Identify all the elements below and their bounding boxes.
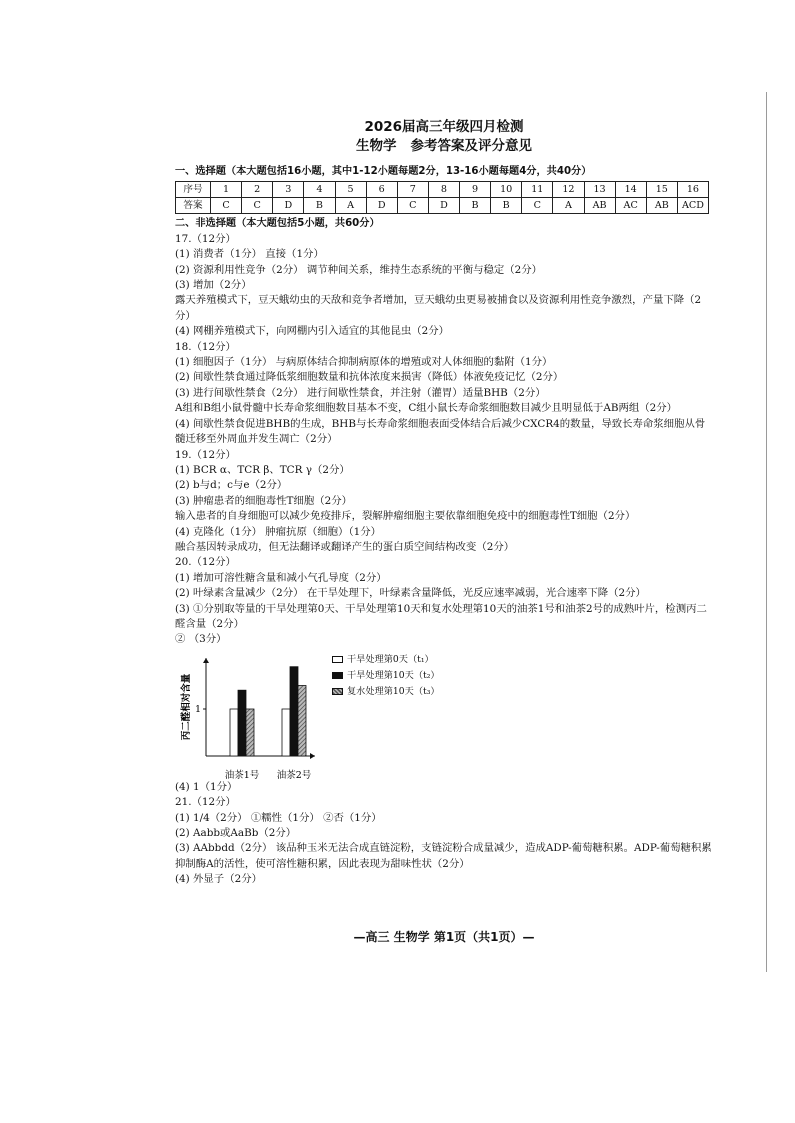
bar-1-油茶1号 — [230, 709, 238, 756]
answer-line: (4) 克隆化（1分） 肿瘤抗原（细胞）（1分） — [175, 525, 381, 538]
answer-cell: A — [335, 198, 366, 214]
answer-row — [176, 198, 709, 214]
question-number-cell: 15 — [646, 182, 677, 198]
question-number-cell: 1 — [211, 182, 242, 198]
section1-heading: 一、选择题（本大题包括16小题，其中1-12小题每题2分，13-16小题每题4分，共40分） — [175, 166, 592, 177]
answer-line: A组和B组小鼠骨髓中长寿命浆细胞数目基本不变，C组小鼠长寿命浆细胞数目减少且明显低于AB两组（2分） — [175, 402, 678, 415]
subtitle-label: 参考答案及评分意见 — [410, 138, 532, 154]
answer-line: (3) AAbbdd（2分） 该品种玉米无法合成直链淀粉，支链淀粉合成量减少，造成ADP-葡萄糖积累。ADP-葡萄糖积累抑制酶A的活性，使可溶性糖积累，因此表现为甜味性状（2分） — [175, 842, 712, 870]
answer-line: 17.（12分） — [175, 232, 236, 245]
answer-line: 18.（12分） — [175, 340, 236, 353]
question-number-cell: 3 — [273, 182, 304, 198]
question-number-cell: 11 — [522, 182, 553, 198]
answer-line: (1) 增加可溶性糖含量和减小气孔导度（2分） — [175, 571, 387, 584]
answer-line: 20.（12分） — [175, 556, 236, 569]
answer-line: (4) 网棚养殖模式下，向网棚内引入适宜的其他昆虫（2分） — [175, 325, 450, 338]
question-number-cell: 2 — [242, 182, 273, 198]
answer-sheet — [175, 118, 713, 944]
legend-swatch — [332, 688, 343, 695]
exam-title: 2026届高三年级四月检测 — [364, 119, 524, 135]
legend-item — [332, 684, 440, 700]
mda-bar-chart — [175, 652, 325, 780]
question-number-cell: 10 — [491, 182, 522, 198]
question-21 — [175, 795, 713, 887]
question-20-part4: (4) 1（1分） — [175, 780, 238, 793]
answer-line: (2) b与d；c与e（2分） — [175, 479, 288, 492]
answer-cell: D — [366, 198, 397, 214]
answer-cell: B — [460, 198, 491, 214]
subject-label: 生物学 — [356, 138, 397, 154]
question-number-cell: 9 — [460, 182, 491, 198]
y-axis-label: 丙二醛相对含量 — [181, 673, 192, 741]
bar-2-油茶2号 — [290, 666, 298, 755]
answer-line: (4) 间歇性禁食促进BHB的生成，BHB与长寿命浆细胞表面受体结合后减少CXCR4的数量，导致长寿命浆细胞从骨髓迁移至外周血并发生凋亡（2分） — [175, 417, 706, 446]
question-18 — [175, 340, 713, 448]
answer-line: 露天养殖模式下，豆天蛾幼虫的天敌和竞争者增加，豆天蛾幼虫更易被捕食以及资源利用性竞争激烈，产量下降（2分） — [175, 294, 702, 322]
answer-cell: A — [553, 198, 584, 214]
question-number-cell: 8 — [428, 182, 459, 198]
exam-subtitle — [175, 137, 713, 156]
answer-cell: B — [304, 198, 335, 214]
question-number-cell: 5 — [335, 182, 366, 198]
page-footer: —高三 生物学 第1页（共1页）— — [353, 930, 535, 944]
answer-line: (2) 间歇性禁食通过降低浆细胞数量和抗体浓度来损害（降低）体液免疫记忆（2分） — [175, 371, 564, 384]
answer-line: 融合基因转录成功，但无法翻译或翻译产生的蛋白质空间结构改变（2分） — [175, 540, 515, 553]
answer-table — [175, 181, 709, 214]
answer-line: (3) ①分别取等量的干旱处理第0天、干旱处理第10天和复水处理第10天的油茶1号和油茶2号的成熟叶片，检测丙二醛含量（2分） — [175, 602, 707, 630]
legend-item — [332, 652, 440, 668]
answer-cell: AB — [646, 198, 677, 214]
bar-3-油茶2号 — [298, 685, 306, 756]
answer-cell: C — [242, 198, 273, 214]
answer-line: (3) 进行间歇性禁食（2分） 进行间歇性禁食，并注射（灌胃）适量BHB（2分） — [175, 386, 546, 399]
answer-cell: C — [522, 198, 553, 214]
answer-line: (3) 增加（2分） — [175, 279, 252, 292]
chart-legend — [332, 652, 440, 700]
question-number-cell: 6 — [366, 182, 397, 198]
answer-row-label: 答案 — [176, 198, 211, 214]
answer-cell: C — [397, 198, 428, 214]
answer-line: (1) 消费者（1分） 直接（1分） — [175, 248, 324, 261]
bar-3-油茶1号 — [246, 709, 254, 756]
answer-cell: D — [273, 198, 304, 214]
answer-line: (4) 外显子（2分） — [175, 873, 262, 886]
answer-line: (2) 资源利用性竞争（2分） 调节种间关系，维持生态系统的平衡与稳定（2分） — [175, 263, 543, 276]
question-number-cell: 13 — [584, 182, 615, 198]
legend-item — [332, 668, 440, 684]
x-category-label: 油茶2号 — [276, 769, 312, 780]
legend-swatch — [332, 672, 343, 679]
number-row-label: 序号 — [176, 182, 211, 198]
question-19 — [175, 448, 713, 556]
question-number-cell: 14 — [615, 182, 646, 198]
x-axis-arrow — [310, 753, 315, 759]
legend-swatch — [332, 656, 343, 663]
question-17 — [175, 232, 713, 340]
number-row — [176, 182, 709, 198]
answer-cell: AC — [615, 198, 646, 214]
x-category-label: 油茶1号 — [224, 769, 260, 780]
question-number-cell: 7 — [397, 182, 428, 198]
question-20 — [175, 555, 713, 647]
answer-line: (3) 肿瘤患者的细胞毒性T细胞（2分） — [175, 494, 353, 507]
answer-line: (2) 叶绿素含量减少（2分） 在干旱处理下，叶绿素含量降低，光反应速率减弱，光合速率下降（2分） — [175, 587, 646, 600]
answer-cell: AB — [584, 198, 615, 214]
answer-line: (1) BCR α、TCR β、TCR γ（2分） — [175, 463, 350, 476]
answer-cell: C — [211, 198, 242, 214]
mda-chart — [175, 652, 713, 780]
answer-cell: ACD — [677, 198, 708, 214]
bar-1-油茶2号 — [282, 709, 290, 756]
answer-line: (1) 细胞因子（1分） 与病原体结合抑制病原体的增殖或对人体细胞的黏附（1分） — [175, 356, 553, 369]
answer-line: 19.（12分） — [175, 448, 236, 461]
legend-label: 干旱处理第10天（t₂） — [347, 669, 440, 681]
y-tick-label: 1 — [194, 703, 201, 715]
answer-line: 21.（12分） — [175, 796, 236, 809]
answer-line: ② （3分） — [175, 633, 227, 646]
answer-line: 输入患者的自身细胞可以减少免疫排斥，裂解肿瘤细胞主要依靠细胞免疫中的细胞毒性T细胞（2分） — [175, 510, 636, 523]
answer-cell: B — [491, 198, 522, 214]
question-number-cell: 4 — [304, 182, 335, 198]
question-number-cell: 16 — [677, 182, 708, 198]
scan-edge-line — [766, 92, 767, 972]
answer-line: (1) 1/4（2分） ①糯性（1分） ②否（1分） — [175, 811, 382, 824]
answer-cell: D — [428, 198, 459, 214]
question-number-cell: 12 — [553, 182, 584, 198]
answer-line: (2) Aabb或AaBb（2分） — [175, 827, 297, 839]
section2-heading: 二、非选择题（本大题包括5小题，共60分） — [175, 218, 380, 230]
bar-2-油茶1号 — [238, 690, 246, 756]
y-axis-arrow — [203, 658, 209, 663]
legend-label: 干旱处理第0天（t₁） — [347, 653, 434, 665]
legend-label: 复水处理第10天（t₃） — [347, 685, 440, 697]
